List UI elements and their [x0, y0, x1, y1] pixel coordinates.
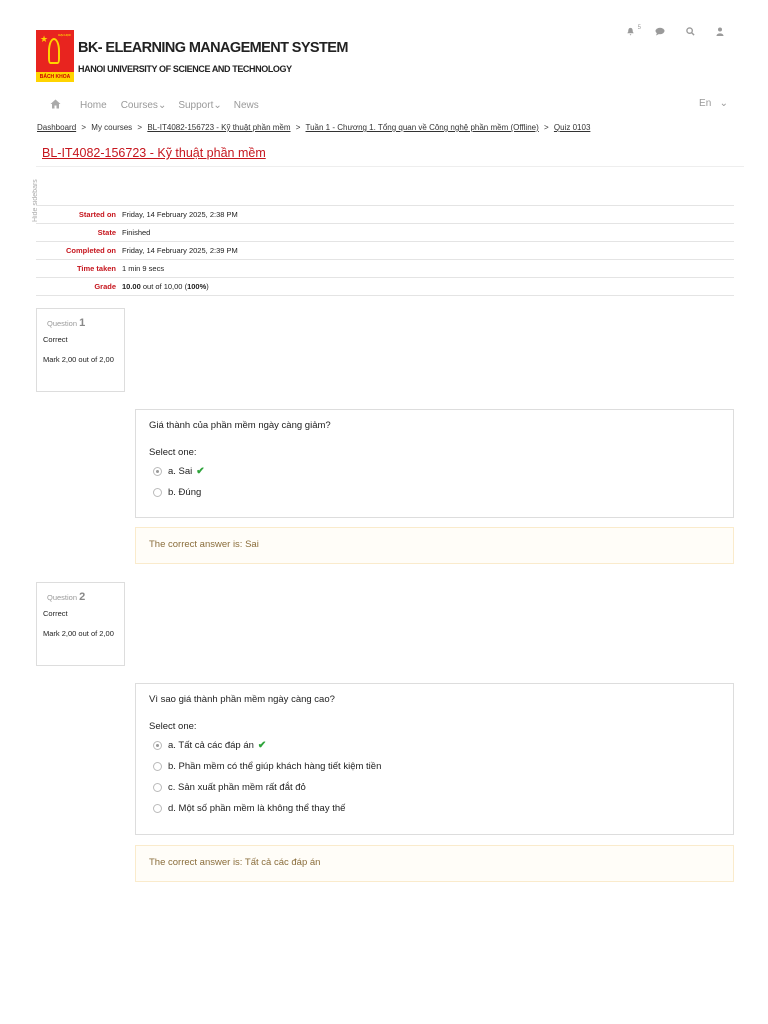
question-label: Question	[47, 593, 78, 602]
summary-value: 1 min 9 secs	[122, 264, 165, 273]
summary-row	[36, 206, 734, 224]
summary-row	[36, 278, 734, 296]
answer-option[interactable]	[149, 777, 720, 798]
select-prompt: Select one:	[149, 721, 197, 732]
user-toolbar	[622, 27, 728, 38]
nav-home[interactable]: Home	[80, 99, 107, 111]
question-content	[135, 409, 734, 518]
bell-icon[interactable]	[622, 25, 641, 38]
question-mark: Mark 2,00 out of 2,00	[43, 629, 114, 638]
divider	[36, 166, 744, 167]
radio-button[interactable]	[153, 804, 162, 813]
site-header	[36, 30, 366, 82]
chevron-down-icon: ⌄	[719, 98, 728, 109]
nav-courses[interactable]	[121, 100, 167, 111]
home-icon[interactable]	[44, 99, 66, 112]
nav-support[interactable]	[178, 100, 221, 111]
summary-label: Completed on	[66, 246, 116, 255]
question-text: Vì sao giá thành phần mềm ngày càng cao?	[149, 694, 335, 705]
answer-option[interactable]	[149, 756, 720, 777]
breadcrumb-my-courses[interactable]: My courses	[91, 123, 133, 132]
question-mark: Mark 2,00 out of 2,00	[43, 355, 114, 364]
breadcrumb-quiz[interactable]: Quiz 0103	[553, 123, 591, 132]
radio-button[interactable]	[153, 741, 162, 750]
grade-close: )	[206, 282, 209, 291]
question-state: Correct	[43, 609, 68, 618]
search-icon[interactable]	[682, 27, 698, 38]
answer-label: b. Đúng	[168, 487, 202, 498]
university-logo[interactable]	[36, 30, 74, 82]
summary-row	[36, 242, 734, 260]
grade-value	[122, 278, 734, 296]
correct-answer-feedback: The correct answer is: Sai	[135, 527, 734, 564]
breadcrumb-separator: >	[81, 123, 87, 132]
breadcrumb-course[interactable]: BL-IT4082-156723 - Kỹ thuật phần mềm	[147, 123, 291, 132]
breadcrumb-section[interactable]: Tuần 1 - Chương 1. Tổng quan về Công nghệ phần mềm (Offline)	[305, 123, 539, 132]
star-icon: ★	[40, 34, 49, 44]
grade-score: 10.00	[122, 282, 141, 291]
question-number	[47, 591, 118, 603]
summary-row	[36, 260, 734, 278]
question-info	[36, 308, 125, 392]
summary-label: Time taken	[76, 264, 116, 273]
radio-button[interactable]	[153, 488, 162, 497]
question-label: Question	[47, 319, 78, 328]
chevron-down-icon: ⌄	[157, 99, 167, 111]
check-icon: ✔	[257, 740, 267, 751]
torch-icon	[48, 38, 60, 64]
breadcrumb-separator: >	[544, 123, 549, 132]
breadcrumb-separator: >	[295, 123, 301, 132]
site-title[interactable]: BK- ELEARNING MANAGEMENT SYSTEM	[78, 40, 348, 56]
answer-list	[149, 735, 720, 819]
select-prompt: Select one:	[149, 447, 197, 458]
question-text: Giá thành của phần mềm ngày càng giảm?	[149, 420, 331, 431]
summary-label: Started on	[78, 210, 116, 219]
answer-label: a. Tất cả các đáp án	[168, 740, 254, 751]
notification-count: 5	[637, 25, 641, 31]
summary-value: Finished	[122, 228, 151, 237]
summary-row	[36, 224, 734, 242]
check-icon: ✔	[196, 466, 205, 477]
grade-label: Grade	[94, 282, 116, 291]
answer-option[interactable]	[149, 461, 720, 482]
answer-label: c. Sản xuất phần mềm rất đắt đỏ	[168, 782, 306, 793]
site-subtitle: HANOI UNIVERSITY OF SCIENCE AND TECHNOLOGY	[78, 64, 292, 74]
answer-label: d. Một số phần mềm là không thể thay thế	[168, 803, 346, 814]
radio-button[interactable]	[153, 762, 162, 771]
main-navbar	[36, 96, 732, 114]
answer-list	[149, 461, 720, 503]
course-title-link[interactable]: BL-IT4082-156723 - Kỹ thuật phần mềm	[42, 146, 266, 160]
breadcrumb-dashboard[interactable]: Dashboard	[37, 123, 77, 132]
radio-button[interactable]	[153, 467, 162, 476]
grade-rest: out of 10,00 (	[140, 282, 188, 291]
breadcrumb	[37, 123, 590, 132]
chevron-down-icon: ⌄	[213, 99, 222, 111]
summary-value: Friday, 14 February 2025, 2:39 PM	[122, 246, 238, 255]
user-icon[interactable]	[712, 27, 728, 38]
question-index: 1	[79, 317, 86, 329]
radio-button[interactable]	[153, 783, 162, 792]
question-content	[135, 683, 734, 835]
language-selector[interactable]	[699, 98, 728, 109]
question-info	[36, 582, 125, 666]
correct-answer-feedback: The correct answer is: Tất cả các đáp án	[135, 845, 734, 882]
nav-courses-label: Courses	[120, 99, 158, 111]
answer-label: a. Sai	[168, 466, 193, 477]
answer-option[interactable]	[149, 735, 720, 756]
summary-label: State	[97, 228, 116, 237]
logo-band-text: BÁCH KHOA	[36, 72, 74, 82]
breadcrumb-separator: >	[137, 123, 143, 132]
summary-value: Friday, 14 February 2025, 2:38 PM	[122, 210, 238, 219]
answer-option[interactable]	[149, 798, 720, 819]
hide-sidebars-toggle[interactable]: Hide sidebars	[32, 179, 39, 222]
language-label: En	[699, 98, 712, 109]
logo-top-text: ĐẠI HỌC	[58, 33, 71, 37]
question-index: 2	[79, 591, 86, 603]
grade-percent: 100%	[187, 282, 207, 291]
nav-support-label: Support	[178, 99, 214, 111]
question-number	[47, 317, 118, 329]
answer-option[interactable]	[149, 482, 720, 503]
nav-news[interactable]: News	[233, 99, 259, 111]
quiz-summary-table	[36, 205, 734, 296]
question-state: Correct	[43, 335, 68, 344]
chat-icon[interactable]	[652, 27, 668, 38]
answer-label: b. Phần mềm có thể giúp khách hàng tiết kiệm tiền	[168, 761, 382, 772]
